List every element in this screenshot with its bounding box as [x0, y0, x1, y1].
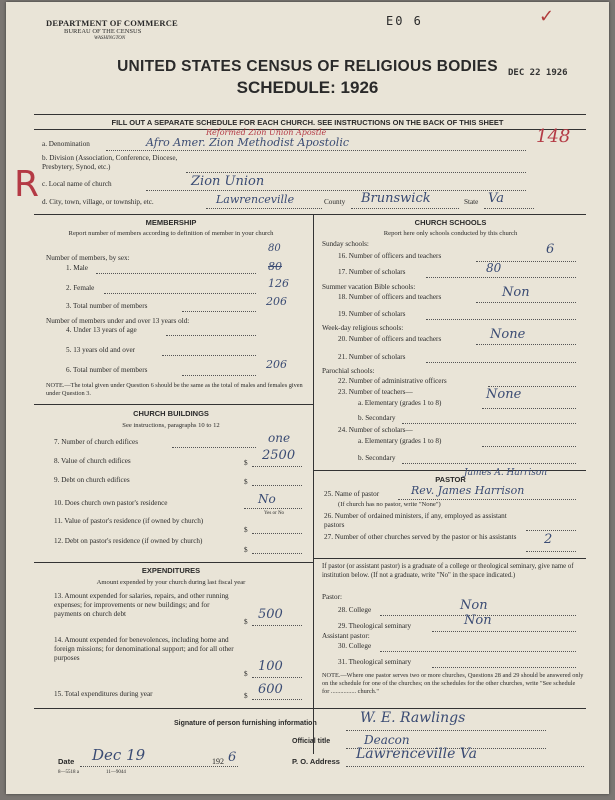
sunday-schools-label: Sunday schools: — [322, 240, 369, 248]
q6-total-label: 6. Total number of members — [66, 366, 148, 374]
q4-under13-label: 4. Under 13 years of age — [66, 326, 137, 334]
q8-value-label: 8. Value of church edifices — [54, 457, 131, 465]
q8-value-amount: 2500 — [262, 448, 296, 463]
expenditures-subheading: Amount expended by your church during last fiscal year — [96, 579, 246, 586]
buildings-heading: CHURCH BUILDINGS — [133, 409, 209, 418]
city-value: Lawrenceville — [216, 193, 295, 206]
pastor-subheading: Pastor: — [322, 593, 342, 601]
q20-line — [476, 344, 576, 345]
q26-label: 26. Number of ordained ministers, if any, employed as assistant pastors — [324, 512, 507, 529]
summer-schools-label: Summer vacation Bible schools: — [322, 283, 416, 291]
q23a-label: a. Elementary (grades 1 to 8) — [358, 399, 442, 407]
pastor-heading: PASTOR — [435, 475, 466, 484]
q23a-line — [482, 408, 576, 409]
schools-subheading: Report here only schools conducted by this church — [383, 230, 518, 237]
q23a-value: None — [486, 387, 522, 402]
q8-line — [252, 466, 302, 467]
state-line — [484, 208, 534, 209]
q17-line — [426, 277, 576, 278]
footer-rule — [34, 708, 586, 709]
bureau-name: BUREAU OF THE CENSUS — [64, 28, 142, 35]
q14-line — [252, 677, 302, 678]
date-line — [80, 766, 238, 767]
expenditures-heading: EXPENDITURES — [141, 566, 201, 575]
q13-dollar-sign: $ — [244, 618, 248, 626]
q7-edifices-label: 7. Number of church edifices — [54, 438, 139, 446]
q23-label: 23. Number of teachers— — [338, 388, 413, 396]
pastor-rule — [313, 558, 586, 559]
q19-label: 19. Number of scholars — [338, 310, 406, 318]
local-name-label: c. Local name of church — [42, 180, 112, 188]
q31-line — [432, 667, 576, 668]
q25-label: 25. Name of pastor — [324, 490, 380, 498]
date-label: Date — [58, 757, 75, 766]
state-label: State — [464, 198, 479, 206]
q14-benevolences-label: 14. Amount expended for benevolences, including home and foreign missions; for denominational support; and for all other purposes — [54, 636, 234, 662]
q29-value: Non — [464, 613, 492, 628]
po-address-label: P. O. Address — [292, 757, 340, 766]
q31-label: 31. Theological seminary — [338, 658, 412, 666]
q18-label: 18. Number of officers and teachers — [338, 293, 442, 301]
q29-line — [432, 631, 576, 632]
document-title: UNITED STATES CENSUS OF RELIGIOUS BODIES — [117, 58, 498, 75]
q24a-label: a. Elementary (grades 1 to 8) — [358, 437, 442, 445]
q2-female-label: 2. Female — [66, 284, 95, 292]
q1-male-label: 1. Male — [66, 264, 88, 272]
city-name: WASHINGTON — [94, 36, 126, 41]
po-address-line — [346, 766, 584, 767]
denomination-line — [106, 150, 526, 151]
q25-value: Rev. James Harrison — [411, 484, 525, 497]
q30-line — [380, 651, 576, 652]
members-by-sex-label: Number of members, by sex: — [46, 254, 130, 262]
q28-value: Non — [460, 598, 488, 613]
q27-label: 27. Number of other churches served by the pastor or his assistants — [324, 533, 517, 541]
denomination-label: a. Denomination — [42, 140, 90, 148]
q5-over13-label: 5. 13 years old and over — [66, 346, 136, 354]
po-address-value: Lawrenceville Va — [356, 746, 477, 762]
age-label: Number of members under and over 13 years old: — [46, 317, 190, 325]
q1-male-struck: 80 — [268, 260, 282, 273]
denomination-code: 148 — [536, 126, 571, 147]
q18-value: Non — [502, 285, 530, 300]
q18-line — [476, 302, 576, 303]
q15-total-label: 15. Total expenditures during year — [54, 690, 153, 698]
q27-value: 2 — [544, 532, 553, 547]
q23b-line — [402, 423, 576, 424]
q3-total-label: 3. Total number of members — [66, 302, 148, 310]
yes-no-caption: Yes or No — [264, 511, 285, 516]
q10-residence-value: No — [258, 492, 276, 506]
signature-label: Signature of person furnishing information — [174, 720, 317, 727]
q24b-line — [402, 463, 576, 464]
q2-female-value: 126 — [268, 277, 289, 290]
denomination-value: Afro Amer. Zion Methodist Apostolic — [146, 136, 350, 149]
local-name-value: Zion Union — [191, 174, 265, 189]
q6-total-value: 206 — [266, 358, 287, 371]
q26-line — [526, 530, 576, 531]
q20-value: None — [490, 327, 526, 342]
section-rule — [34, 214, 586, 215]
q8-dollar-sign: $ — [244, 459, 248, 467]
q5-line — [162, 355, 256, 356]
state-value: Va — [488, 191, 504, 206]
county-label: County — [324, 198, 346, 206]
q24b-label: b. Secondary — [358, 454, 396, 462]
q12-residence-debt-label: 12. Debt on pastor's residence (if owned by church) — [54, 537, 203, 545]
q25-line — [398, 499, 576, 500]
form-number: E0 6 — [386, 14, 423, 28]
buildings-subheading: See instructions, paragraphs 10 to 12 — [122, 422, 220, 429]
q12-line — [252, 553, 302, 554]
membership-heading: MEMBERSHIP — [145, 218, 197, 227]
membership-rule — [34, 404, 313, 405]
q14-dollar-sign: $ — [244, 670, 248, 678]
q16-label: 16. Number of officers and teachers — [338, 252, 442, 260]
print-code-2: 11—9044 — [106, 770, 126, 775]
county-line — [351, 208, 459, 209]
q11-line — [252, 533, 302, 534]
q12-dollar-sign: $ — [244, 546, 248, 554]
local-name-line — [146, 190, 526, 191]
q9-line — [252, 485, 302, 486]
q17-label: 17. Number of scholars — [338, 268, 406, 276]
census-schedule-sheet — [6, 2, 609, 794]
q13-line — [252, 625, 302, 626]
q19-line — [426, 319, 576, 320]
q7-line — [172, 447, 256, 448]
q24a-line — [482, 446, 576, 447]
city-label: d. City, town, village, or township, etc. — [42, 198, 154, 206]
date-value: Dec 19 — [92, 746, 146, 764]
q9-debt-label: 9. Debt on church edifices — [54, 476, 130, 484]
signature-line — [346, 730, 546, 731]
county-value: Brunswick — [361, 191, 431, 206]
schedule-title: SCHEDULE: 1926 — [236, 78, 379, 97]
q29-label: 29. Theological seminary — [338, 622, 412, 630]
official-title-value: Deacon — [364, 733, 410, 747]
q23b-label: b. Secondary — [358, 414, 396, 422]
red-r-mark: R — [14, 164, 40, 205]
division-line — [186, 172, 526, 173]
q1-line — [96, 273, 256, 274]
q9-dollar-sign: $ — [244, 478, 248, 486]
print-code: 8—5518 a — [58, 770, 79, 775]
received-date-stamp: DEC 22 1926 — [508, 68, 568, 78]
column-divider — [313, 214, 314, 754]
q2-line — [104, 293, 256, 294]
header-rule-top — [34, 114, 586, 115]
signature-value: W. E. Rawlings — [360, 710, 466, 726]
male-note-value: 80 — [268, 243, 281, 254]
q27-line — [526, 551, 576, 552]
q15-amount: 600 — [258, 682, 283, 697]
q3-line — [182, 311, 256, 312]
year-digit: 6 — [228, 750, 237, 765]
q17-value: 80 — [486, 261, 502, 275]
q28-label: 28. College — [338, 606, 372, 614]
q10-line — [244, 508, 302, 509]
q11-dollar-sign: $ — [244, 526, 248, 534]
q6-line — [182, 375, 256, 376]
q30-label: 30. College — [338, 642, 372, 650]
q25-sub: (If church has no pastor, write "None") — [338, 501, 441, 508]
q3-total-value: 206 — [266, 295, 287, 308]
q21-line — [426, 362, 576, 363]
denomination-red-note: Reformed Zion Union Apostle — [206, 128, 327, 137]
q4-line — [166, 335, 256, 336]
q21-label: 21. Number of scholars — [338, 353, 406, 361]
q20-label: 20. Number of officers and teachers — [338, 335, 442, 343]
city-line — [206, 208, 322, 209]
q7-edifices-value: one — [268, 431, 291, 445]
q22-label: 22. Number of administrative officers — [338, 377, 447, 385]
weekday-schools-label: Week-day religious schools: — [322, 324, 404, 332]
division-label: b. Division (Association, Conference, Diocese, Presbytery, Synod, etc.) — [42, 154, 178, 171]
q16-value: 6 — [546, 242, 555, 257]
department-name: DEPARTMENT OF COMMERCE — [46, 18, 178, 28]
q11-residence-value-label: 11. Value of pastor's residence (if owned by church) — [54, 517, 204, 525]
parochial-schools-label: Parochial schools: — [322, 367, 375, 375]
schools-heading: CHURCH SCHOOLS — [414, 218, 487, 227]
assistant-pastor-subheading: Assistant pastor: — [322, 632, 370, 640]
official-title-label: Official title — [292, 738, 331, 745]
graduate-note: If pastor (or assistant pastor) is a graduate of a college or theological seminary, give name of institution below. (If not a graduate, write "No" in the space indicated.) — [322, 563, 574, 579]
q13-amount: 500 — [258, 607, 283, 622]
pastor-note: NOTE.—Where one pastor serves two or more churches, Questions 28 and 29 should be answered only on the schedule for one of the churches; on the schedules for the other churches, write "See schedule for ................ church." — [322, 672, 584, 695]
q24-label: 24. Number of scholars— — [338, 426, 413, 434]
pastor-name-note: James A. Harrison — [464, 468, 548, 478]
q10-residence-label: 10. Does church own pastor's residence — [54, 499, 168, 507]
instruction-line: FILL OUT A SEPARATE SCHEDULE FOR EACH CHURCH. SEE INSTRUCTIONS ON THE BACK OF THIS SHEET — [111, 118, 504, 127]
membership-subheading: Report number of members according to definition of member in your church — [68, 230, 274, 237]
membership-note: NOTE.—The total given under Question 6 should be the same as the total of males and females given under Question 3. — [46, 382, 303, 397]
q15-line — [252, 699, 302, 700]
buildings-rule — [34, 562, 313, 563]
check-mark-icon: ✓ — [539, 6, 555, 27]
year-prefix: 192 — [212, 757, 224, 766]
q13-running-expenses-label: 13. Amount expended for salaries, repairs, and other running expenses; for improvements or new buildings; and for payments on church debt — [54, 592, 229, 618]
q15-dollar-sign: $ — [244, 692, 248, 700]
q14-amount: 100 — [258, 659, 283, 674]
